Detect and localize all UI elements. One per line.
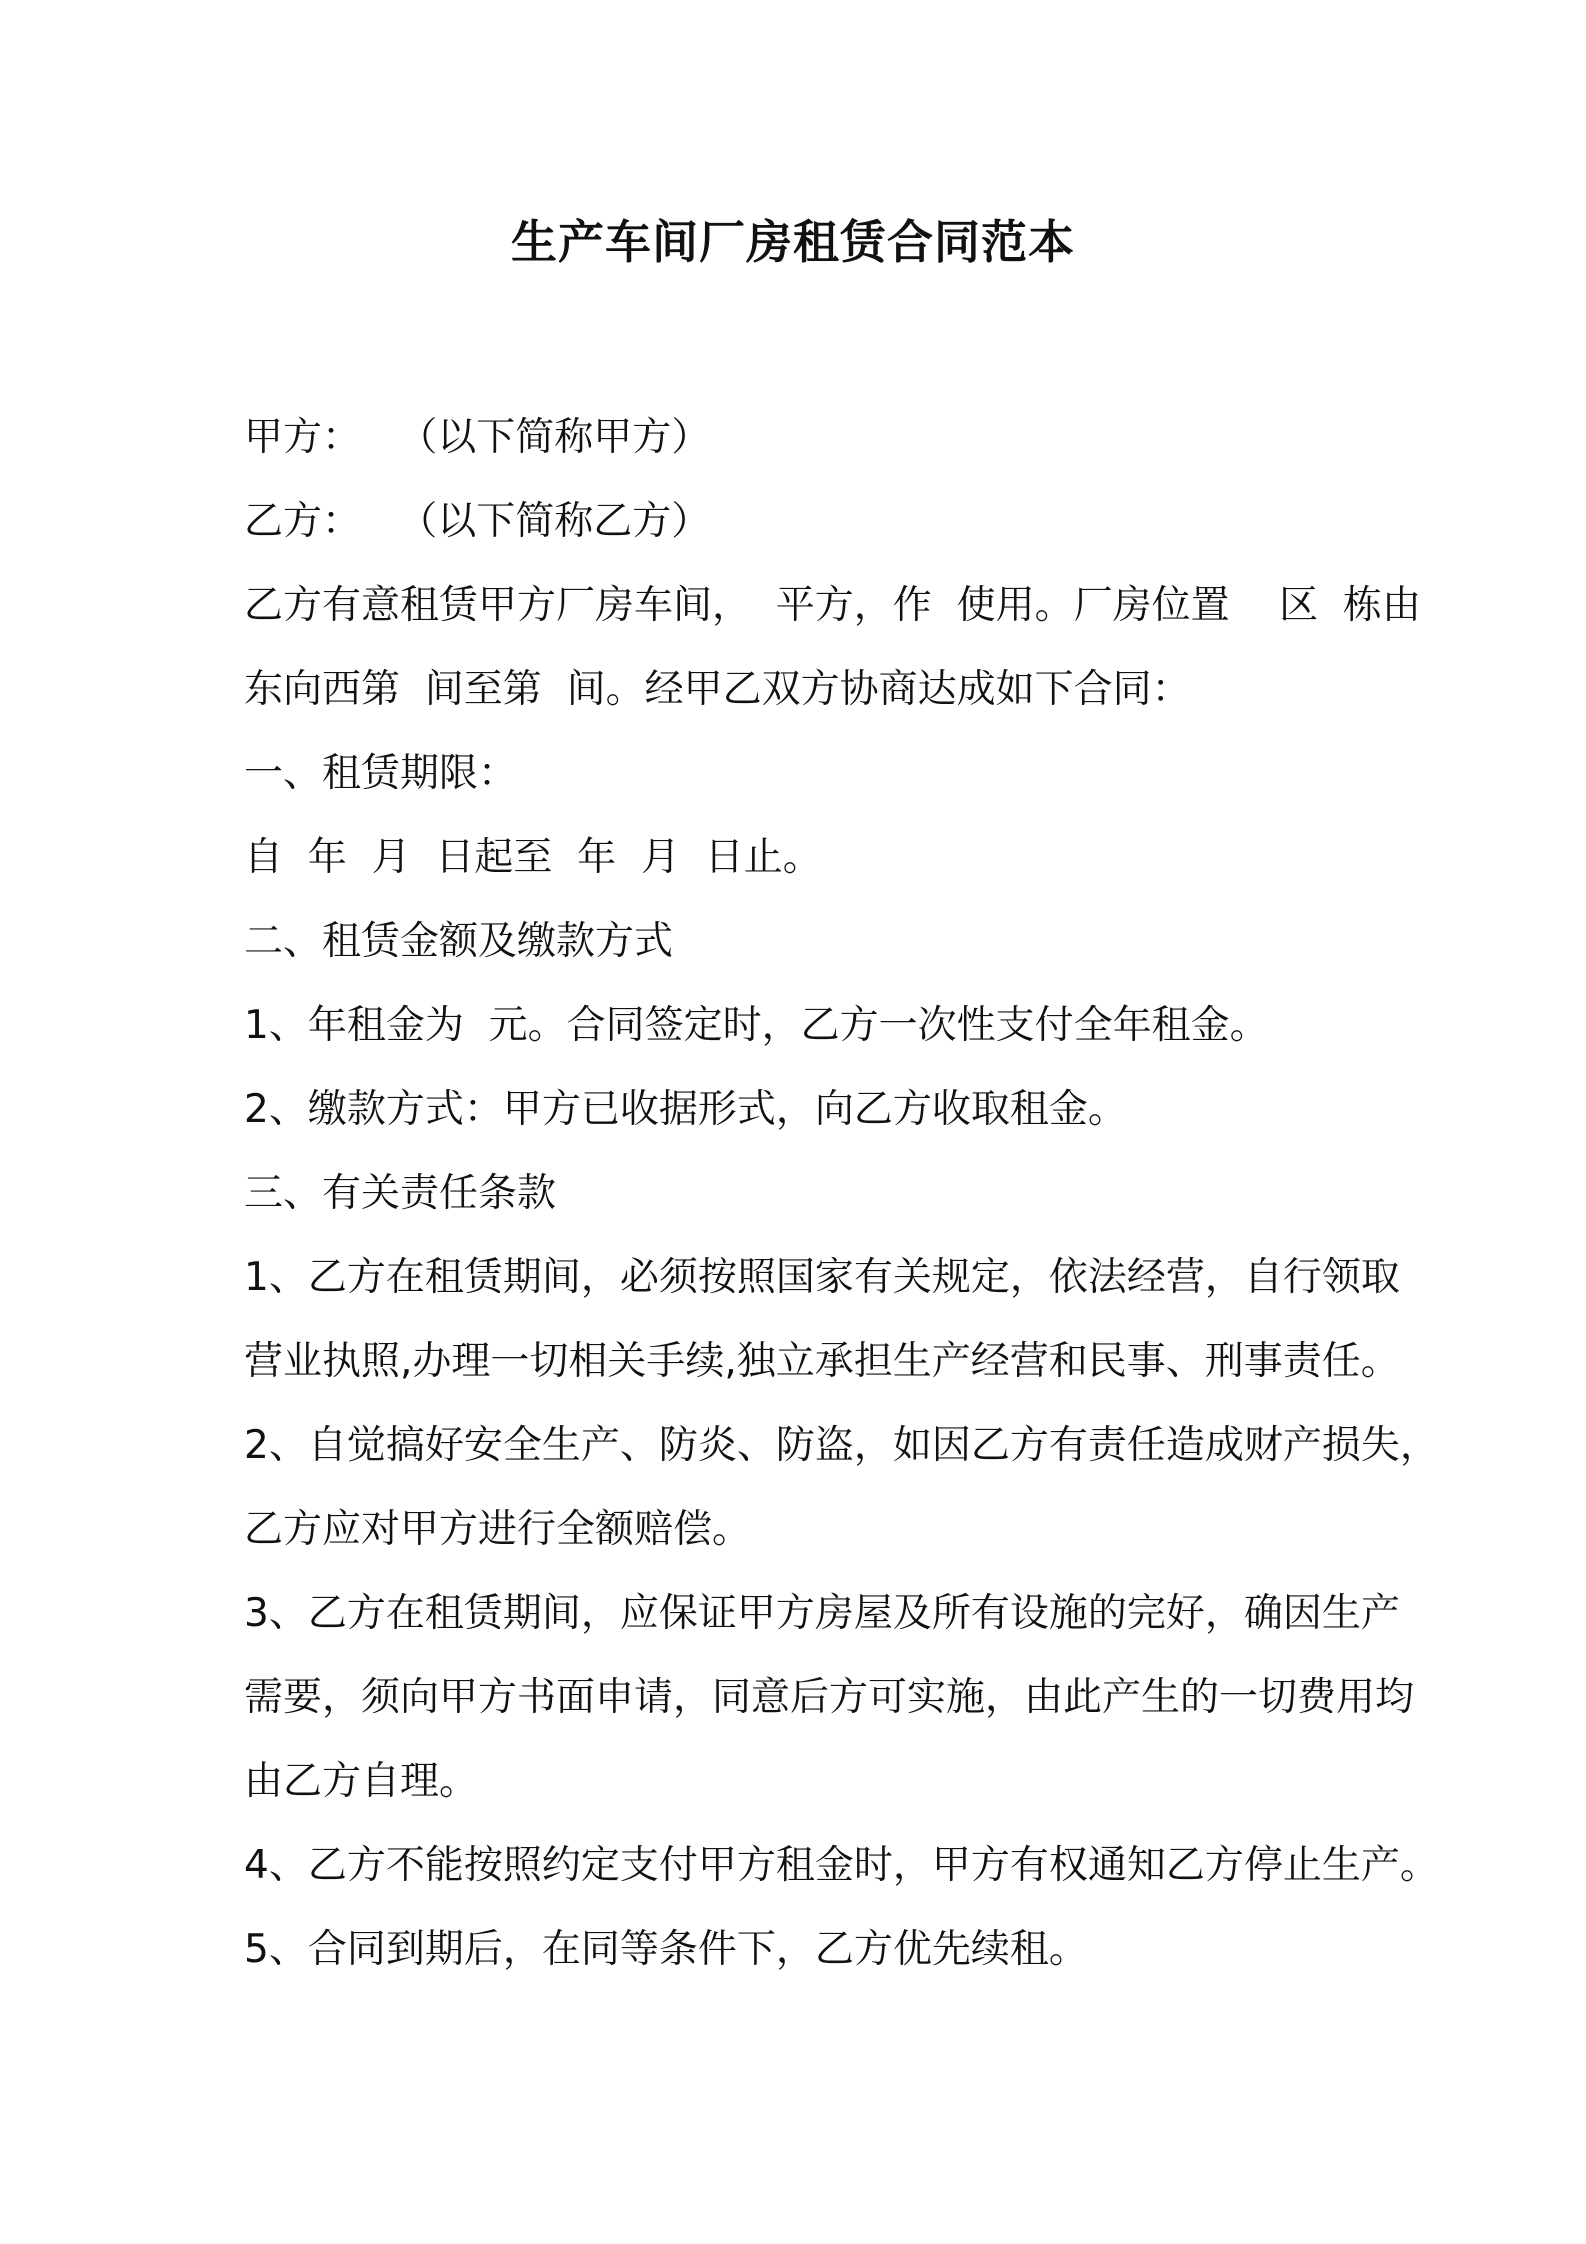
intro-line-1: 乙方有意租赁甲方厂房车间， 平方，作 使用。厂房位置 区 栋由	[244, 583, 1421, 628]
lease-period-line: 自 年 月 日起至 年 月 日止。	[244, 835, 822, 880]
clause-1-line-1: 1、乙方在租赁期间，必须按照国家有关规定，依法经营，自行领取	[244, 1255, 1400, 1300]
rent-clause-1: 1、年租金为 元。合同签定时，乙方一次性支付全年租金。	[244, 1003, 1269, 1048]
section-heading-3: 三、有关责任条款	[244, 1171, 557, 1216]
clause-1-line-2: 营业执照,办理一切相关手续,独立承担生产经营和民事、刑事责任。	[244, 1339, 1400, 1384]
rent-clause-2: 2、缴款方式：甲方已收据形式，向乙方收取租金。	[244, 1087, 1127, 1132]
clause-3-line-3: 由乙方自理。	[244, 1759, 479, 1804]
clause-4-line: 4、乙方不能按照约定支付甲方租金时，甲方有权通知乙方停止生产。	[244, 1843, 1439, 1888]
clause-2-line-2: 乙方应对甲方进行全额赔偿。	[244, 1507, 752, 1552]
section-heading-1: 一、租赁期限：	[244, 751, 518, 796]
intro-line-2: 东向西第 间至第 间。经甲乙双方协商达成如下合同：	[244, 667, 1191, 712]
clause-5-line: 5、合同到期后，在同等条件下，乙方优先续租。	[244, 1927, 1088, 1972]
document-title: 生产车间厂房租赁合同范本	[511, 215, 1075, 269]
section-heading-2: 二、租赁金额及缴款方式	[244, 919, 674, 964]
clause-3-line-2: 需要，须向甲方书面申请，同意后方可实施，由此产生的一切费用均	[244, 1675, 1415, 1720]
party-a-line: 甲方： （以下简称甲方）	[244, 415, 711, 460]
party-b-line: 乙方： （以下简称乙方）	[244, 499, 711, 544]
clause-3-line-1: 3、乙方在租赁期间，应保证甲方房屋及所有设施的完好，确因生产	[244, 1591, 1400, 1636]
clause-2-line-1: 2、自觉搞好安全生产、防炎、防盗，如因乙方有责任造成财产损失，	[244, 1423, 1439, 1468]
